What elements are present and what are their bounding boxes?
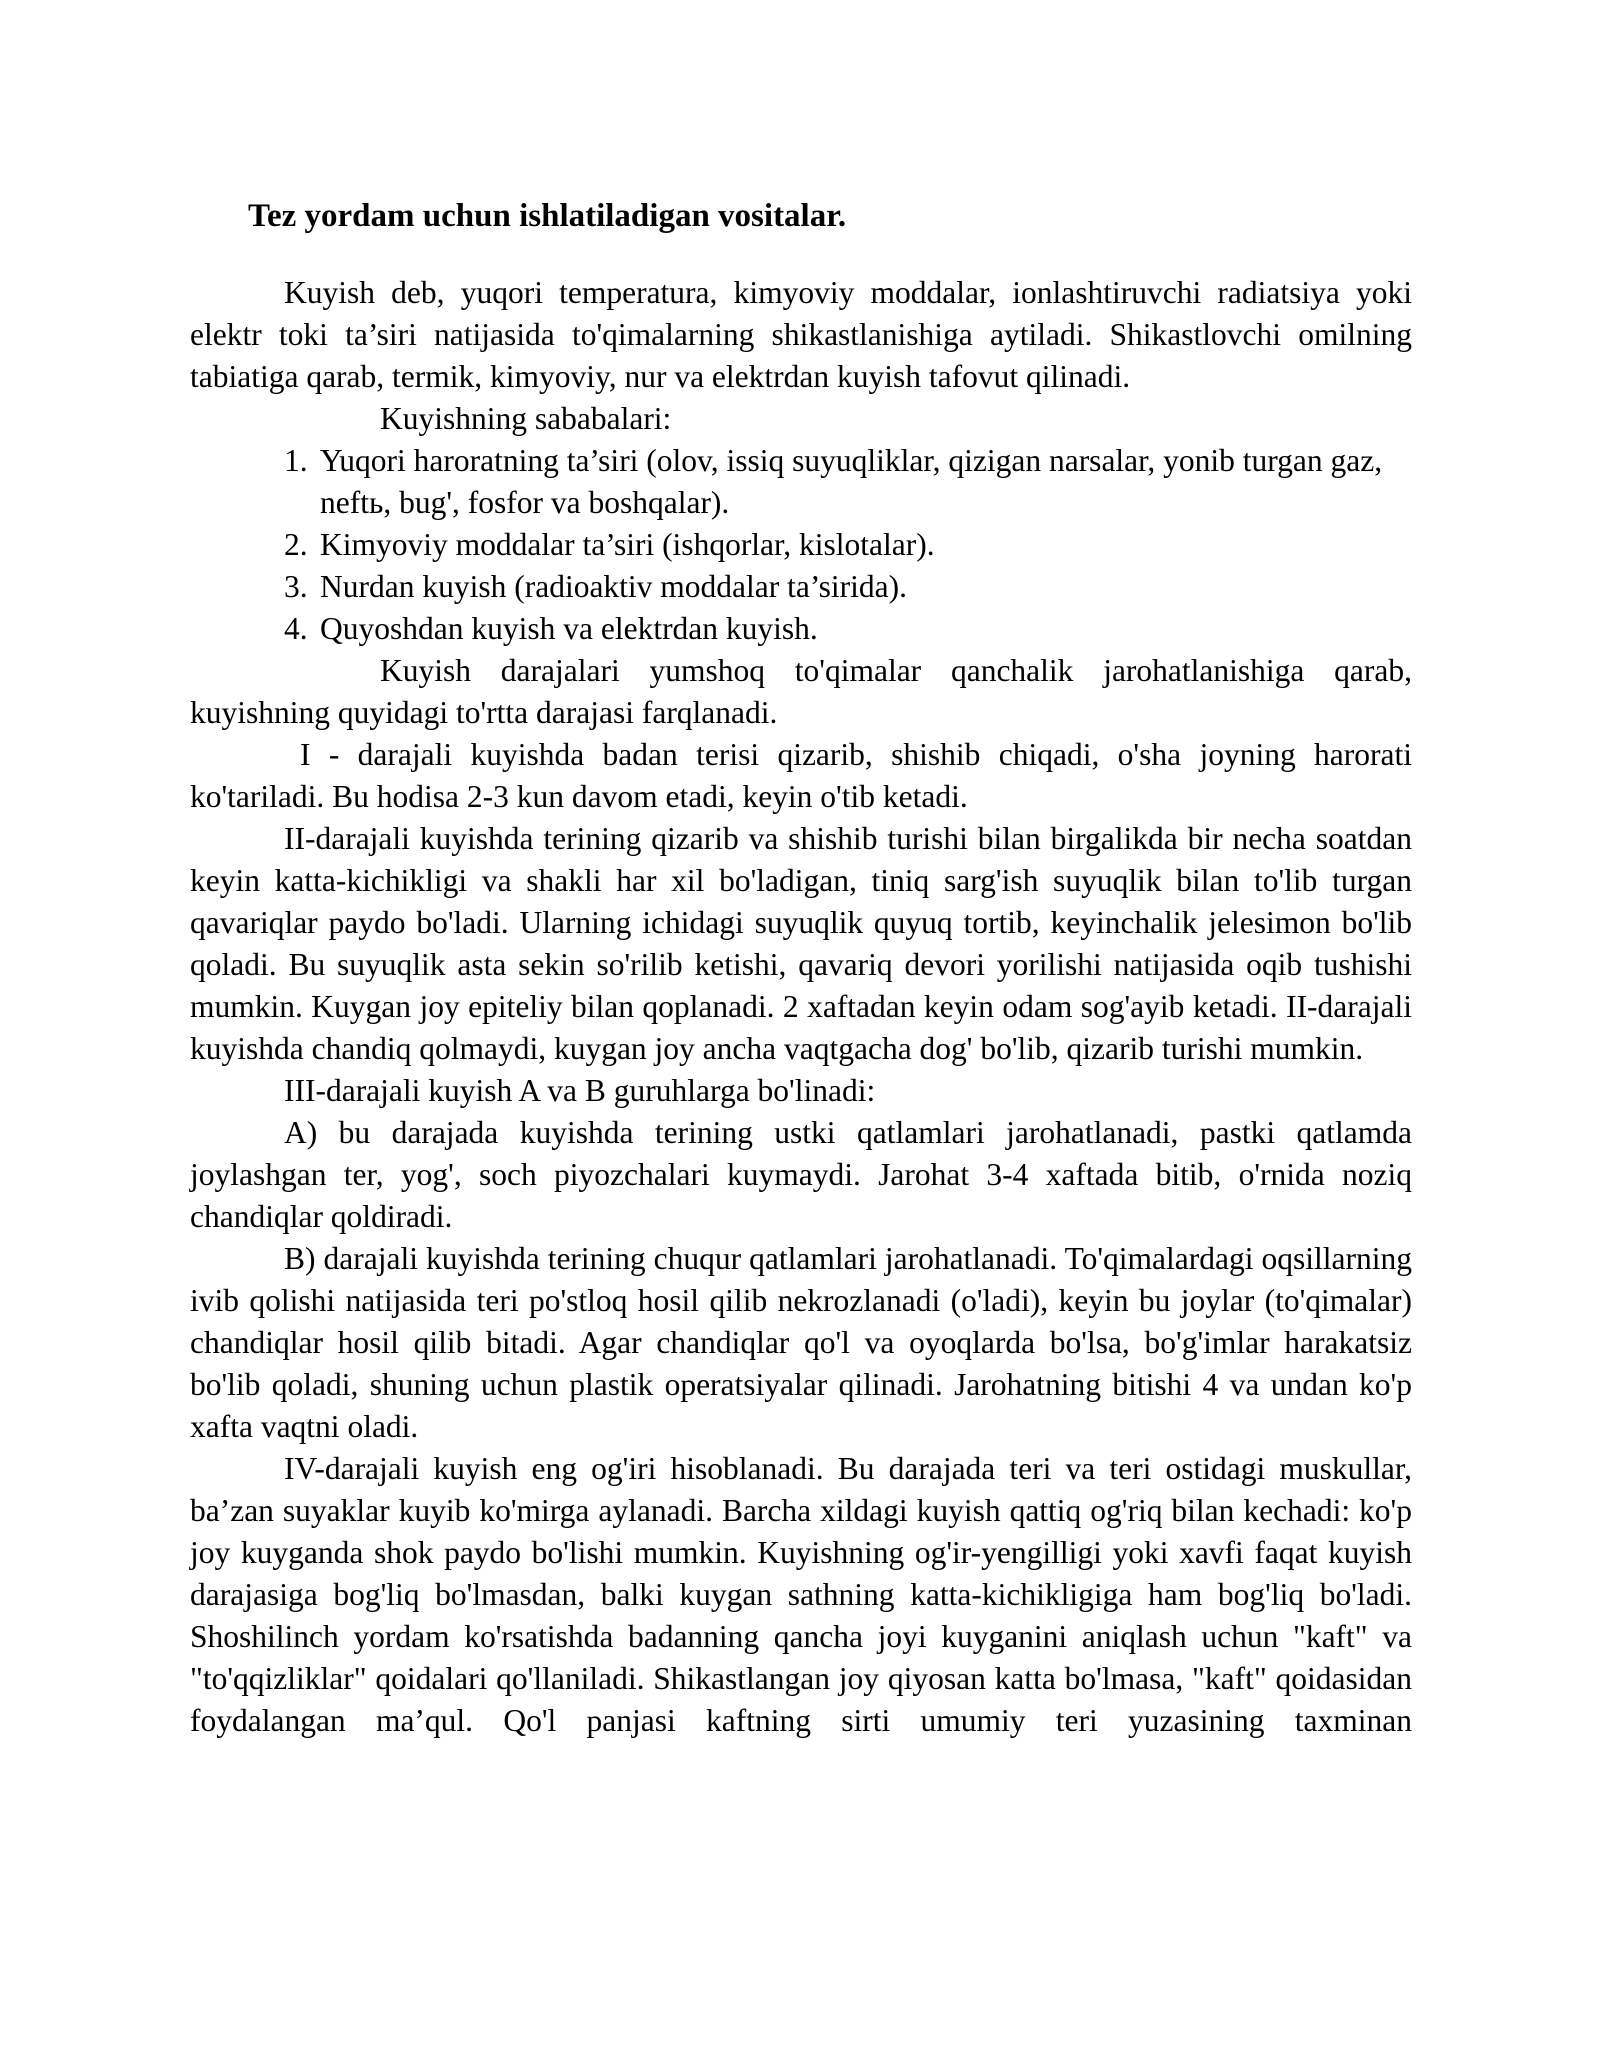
degrees-intro-paragraph: Kuyish darajalari yumshoq to'qimalar qanchalik jarohatlanishiga qarab, kuyishning quyidagi to'rtta darajasi farqlanadi. <box>190 653 1412 730</box>
list-item-text: Nurdan kuyish (radioaktiv moddalar ta’sirida). <box>320 569 907 604</box>
list-item <box>284 524 1412 566</box>
list-item-text: Yuqori haroratning ta’siri (olov, issiq suyuqliklar, qizigan narsalar, yonib turgan gaz, neftь, bug', fosfor va boshqalar). <box>320 443 1383 520</box>
degree2-paragraph: II-darajali kuyishda terining qizarib va shishib turishi bilan birgalikda bir necha soatdan keyin katta-kichikligi va shakli har xil bo'ladigan, tiniq sarg'ish suyuqlik bilan to'lib turgan qavariqlar paydo bo'ladi. Ularning ichidagi suyuqlik quyuq tortib, keyinchalik jelesimon bo'lib qoladi. Bu suyuqlik asta sekin so'rilib ketishi, qavariq devori yorilishi natijasida oqib tushishi mumkin. Kuygan joy epiteliy bilan qoplanadi. 2 xaftadan keyin odam sog'ayib ketadi. II-darajali kuyishda chandiq qolmaydi, kuygan joy ancha vaqtgacha dog' bo'lib, qizarib turishi mumkin. <box>190 821 1412 1066</box>
degree3-a-paragraph: A) bu darajada kuyishda terining ustki qatlamlari jarohatlanadi, pastki qatlamda joylashgan ter, yog', soch piyozchalari kuymaydi. Jarohat 3-4 xaftada bitib, o'rnida noziq chandiqlar qoldiradi. <box>190 1115 1412 1234</box>
causes-heading: Kuyishning sababalari: <box>380 401 672 436</box>
document-body <box>190 272 1412 1742</box>
list-item-number: 3. <box>284 569 308 604</box>
document-title: Tez yordam uchun ishlatiladigan vositalar. <box>248 198 847 234</box>
degree4-paragraph: IV-darajali kuyish eng og'iri hisoblanadi. Bu darajada teri va teri ostidagi muskullar, ba’zan suyaklar kuyib ko'mirga aylanadi. Barcha xildagi kuyish qattiq og'riq bilan kechadi: ko'p joy kuyganda shok paydo bo'lishi mumkin. Kuyishning og'ir-yengilligi yoki xavfi faqat kuyish darajasiga bog'liq bo'lmasdan, balki kuygan sathning katta-kichikligiga ham bog'liq bo'ladi. Shoshilinch yordam ko'rsatishda badanning qancha joyi kuyganini aniqlash uchun "kaft" va "to'qqizliklar" qoidalari qo'llaniladi. Shikastlangan joy qiyosan katta bo'lmasa, "kaft" qoidasidan foydalangan ma’qul. Qo'l panjasi kaftning sirti umumiy teri yuzasining taxminan <box>190 1451 1412 1738</box>
list-item-number: 4. <box>284 611 308 646</box>
degree1-paragraph: I - darajali kuyishda badan terisi qizarib, shishib chiqadi, o'sha joyning harorati ko'tariladi. Bu hodisa 2-3 kun davom etadi, keyin o'tib ketadi. <box>190 737 1412 814</box>
list-item-number: 2. <box>284 527 308 562</box>
degree3-intro-paragraph: III-darajali kuyish A va B guruhlarga bo'linadi: <box>284 1073 876 1108</box>
degree3-b-paragraph: B) darajali kuyishda terining chuqur qatlamlari jarohatlanadi. To'qimalardagi oqsillarning ivib qolishi natijasida teri po'stloq hosil qilib nekrozlanadi (o'ladi), keyin bu joylar (to'qimalar) chandiqlar hosil qilib bitadi. Agar chandiqlar qo'l va oyoqlarda bo'lsa, bo'g'imlar harakatsiz bo'lib qoladi, shuning uchun plastik operatsiyalar qilinadi. Jarohatning bitishi 4 va undan ko'p xafta vaqtni oladi. <box>190 1241 1412 1444</box>
causes-list <box>190 440 1412 650</box>
list-item <box>284 608 1412 650</box>
intro-paragraph: Kuyish deb, yuqori temperatura, kimyoviy moddalar, ionlashtiruvchi radiatsiya yoki elektr toki ta’siri natijasida to'qimalarning shikastlanishiga aytiladi. Shikastlovchi omilning tabiatiga qarab, termik, kimyoviy, nur va elektrdan kuyish tafovut qilinadi. <box>190 275 1412 394</box>
list-item-number: 1. <box>284 443 308 478</box>
list-item-text: Kimyoviy moddalar ta’siri (ishqorlar, kislotalar). <box>320 527 935 562</box>
list-item-text: Quyoshdan kuyish va elektrdan kuyish. <box>320 611 818 646</box>
list-item <box>284 566 1412 608</box>
list-item <box>284 440 1412 524</box>
